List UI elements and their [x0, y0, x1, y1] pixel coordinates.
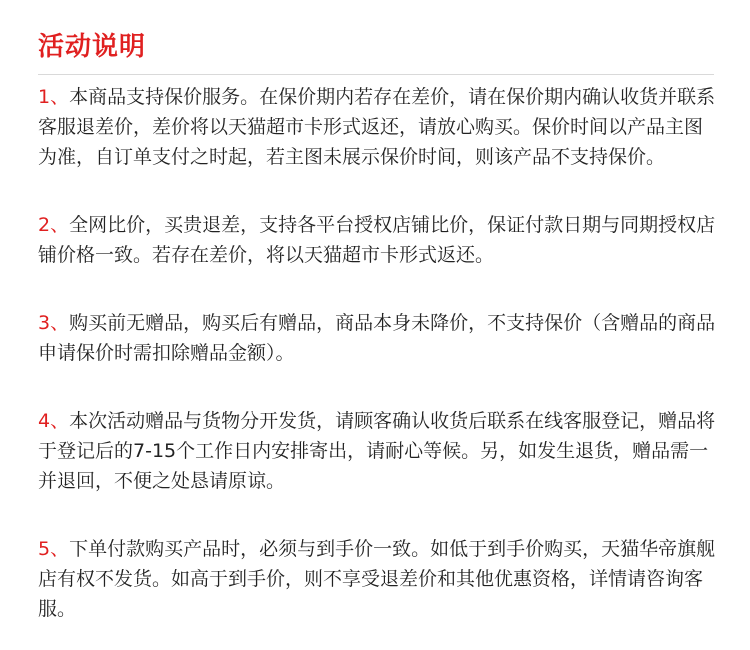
rule-separator: 、: [50, 86, 70, 108]
rule-item-2: [38, 210, 716, 270]
rule-text: 全网比价，买贵退差，支持各平台授权店铺比价，保证付款日期与同期授权店铺价格一致。若存在差价，将以天猫超市卡形式返还。: [38, 214, 716, 266]
rule-item-1: [38, 82, 716, 172]
rule-text: 下单付款购买产品时，必须与到手价一致。如低于到手价购买，天猫华帝旗舰店有权不发货。如高于到手价，则不享受退差价和其他优惠资格，详情请咨询客服。: [38, 538, 716, 620]
rule-number: 4: [38, 410, 51, 432]
rule-text: 购买前无赠品，购买后有赠品，商品本身未降价，不支持保价（含赠品的商品申请保价时需扣除赠品金额）。: [38, 312, 716, 364]
rule-number: 1: [38, 86, 51, 108]
title-divider: [38, 74, 714, 75]
rule-item-3: [38, 308, 716, 368]
page-title: 活动说明: [38, 32, 147, 62]
rule-text: 本次活动赠品与货物分开发货，请顾客确认收货后联系在线客服登记，赠品将于登记后的7-15个工作日内安排寄出，请耐心等候。另，如发生退货，赠品需一并退回，不便之处恳请原谅。: [38, 410, 716, 492]
rule-separator: 、: [50, 214, 70, 236]
rule-separator: 、: [50, 410, 70, 432]
rule-number: 3: [38, 312, 51, 334]
rule-number: 5: [38, 538, 51, 560]
rule-item-5: [38, 534, 716, 624]
rule-item-4: [38, 406, 716, 496]
rule-number: 2: [38, 214, 51, 236]
rule-separator: 、: [50, 312, 70, 334]
rule-text: 本商品支持保价服务。在保价期内若存在差价，请在保价期内确认收货并联系客服退差价，差价将以天猫超市卡形式返还，请放心购买。保价时间以产品主图为准，自订单支付之时起，若主图未展示保价时间，则该产品不支持保价。: [38, 86, 716, 168]
rules-list: [38, 82, 716, 624]
rule-separator: 、: [50, 538, 70, 560]
